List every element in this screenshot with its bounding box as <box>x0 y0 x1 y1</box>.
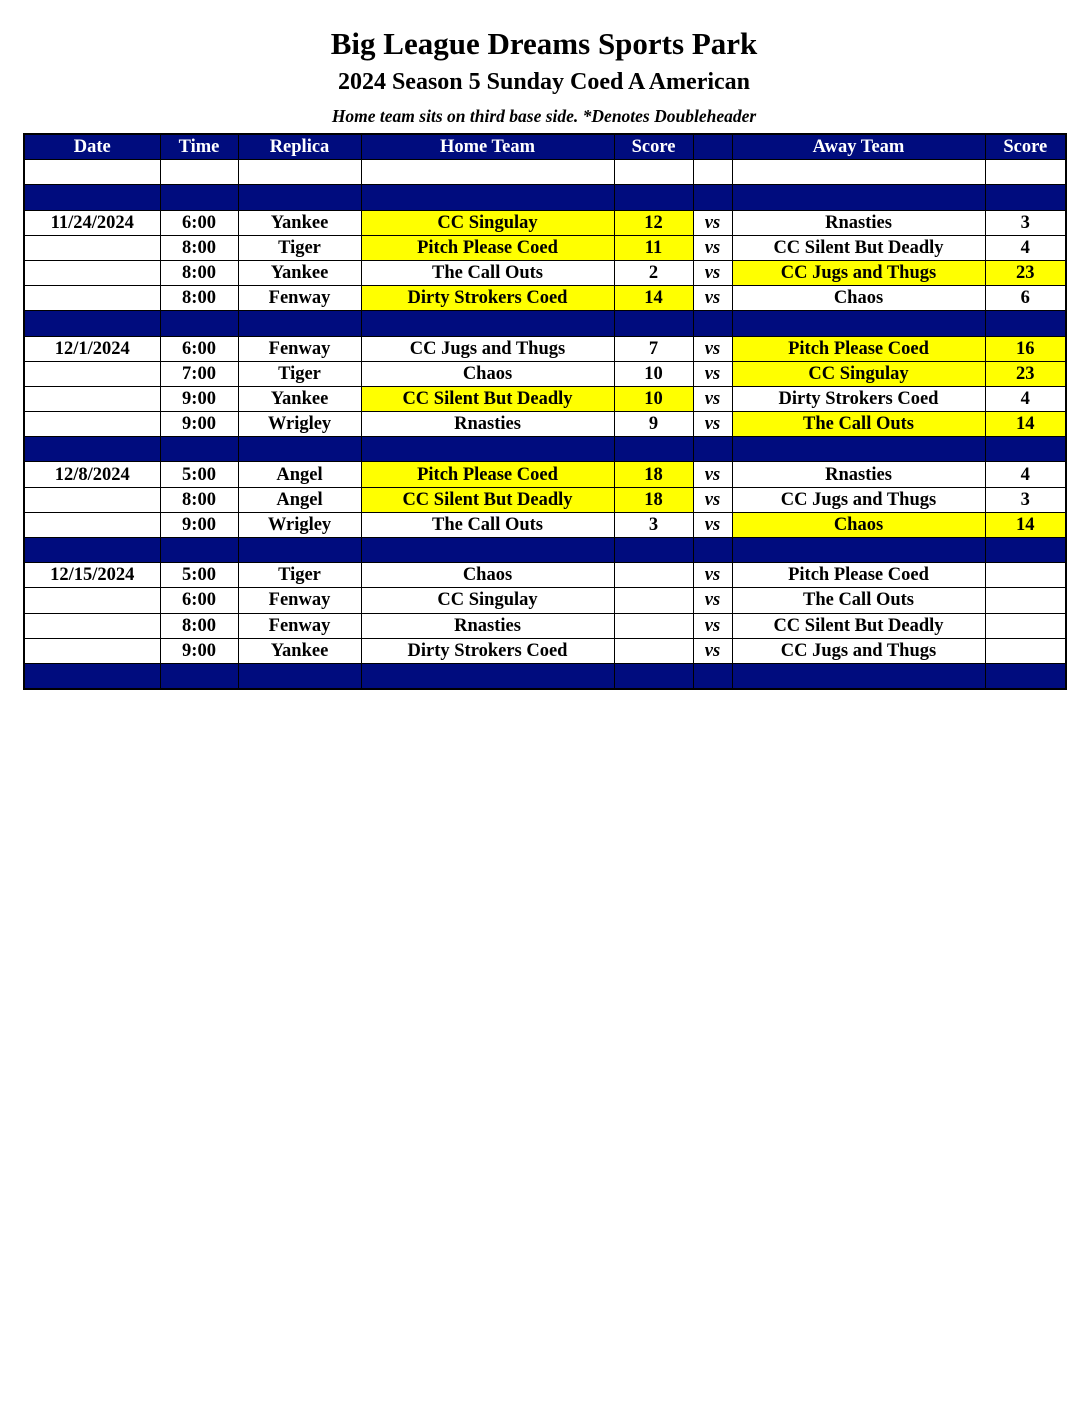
home-team: Dirty Strokers Coed <box>361 286 614 311</box>
home-score: 3 <box>614 512 693 537</box>
away-team: Chaos <box>732 286 985 311</box>
vs-label: vs <box>693 487 732 512</box>
away-score <box>985 613 1066 638</box>
home-team: Pitch Please Coed <box>361 235 614 260</box>
page-subtitle: 2024 Season 5 Sunday Coed A American <box>337 69 751 95</box>
game-replica: Fenway <box>238 588 361 613</box>
home-team: Dirty Strokers Coed <box>361 638 614 663</box>
game-time: 6:00 <box>160 336 238 361</box>
game-row <box>24 412 1066 437</box>
header-row <box>24 134 1066 160</box>
game-replica: Tiger <box>238 563 361 588</box>
away-team: CC Jugs and Thugs <box>732 487 985 512</box>
game-row <box>24 487 1066 512</box>
game-replica: Tiger <box>238 361 361 386</box>
game-date <box>24 412 160 437</box>
game-time: 6:00 <box>160 210 238 235</box>
week-separator-row <box>24 538 1066 563</box>
game-row <box>24 638 1066 663</box>
column-header-away-score: Score <box>985 134 1066 160</box>
game-time: 7:00 <box>160 361 238 386</box>
vs-label: vs <box>693 260 732 285</box>
schedule-table <box>23 133 1067 690</box>
vs-label: vs <box>693 361 732 386</box>
game-replica: Yankee <box>238 638 361 663</box>
game-replica: Yankee <box>238 260 361 285</box>
home-team: Rnasties <box>361 412 614 437</box>
home-score <box>614 638 693 663</box>
vs-label: vs <box>693 336 732 361</box>
home-team: CC Singulay <box>361 210 614 235</box>
vs-label: vs <box>693 462 732 487</box>
page-title: Big League Dreams Sports Park <box>330 26 758 61</box>
home-team: Rnasties <box>361 613 614 638</box>
away-team: CC Singulay <box>732 361 985 386</box>
column-header-home-team: Home Team <box>361 134 614 160</box>
game-time: 9:00 <box>160 512 238 537</box>
home-score: 14 <box>614 286 693 311</box>
away-team: Dirty Strokers Coed <box>732 386 985 411</box>
game-time: 9:00 <box>160 638 238 663</box>
away-score <box>985 638 1066 663</box>
column-header-away-team: Away Team <box>732 134 985 160</box>
away-score: 16 <box>985 336 1066 361</box>
game-date <box>24 613 160 638</box>
away-team: CC Silent But Deadly <box>732 613 985 638</box>
vs-label: vs <box>693 613 732 638</box>
game-replica: Angel <box>238 487 361 512</box>
home-team: Chaos <box>361 361 614 386</box>
game-row <box>24 336 1066 361</box>
home-team: CC Singulay <box>361 588 614 613</box>
week-separator-row <box>24 311 1066 336</box>
game-row <box>24 386 1066 411</box>
game-replica: Tiger <box>238 235 361 260</box>
blank-row <box>24 160 1066 185</box>
game-row <box>24 286 1066 311</box>
vs-label: vs <box>693 210 732 235</box>
vs-label: vs <box>693 638 732 663</box>
column-header-replica: Replica <box>238 134 361 160</box>
away-team: Pitch Please Coed <box>732 563 985 588</box>
away-score: 23 <box>985 361 1066 386</box>
vs-label: vs <box>693 512 732 537</box>
away-score: 4 <box>985 386 1066 411</box>
game-date: 12/15/2024 <box>24 563 160 588</box>
game-replica: Fenway <box>238 336 361 361</box>
game-row <box>24 462 1066 487</box>
away-team: Rnasties <box>732 462 985 487</box>
week-separator-row <box>24 663 1066 689</box>
away-team: Pitch Please Coed <box>732 336 985 361</box>
game-row <box>24 613 1066 638</box>
home-score <box>614 613 693 638</box>
game-row <box>24 235 1066 260</box>
away-team: The Call Outs <box>732 412 985 437</box>
game-date <box>24 361 160 386</box>
game-row <box>24 588 1066 613</box>
game-replica: Angel <box>238 462 361 487</box>
game-row <box>24 563 1066 588</box>
away-score: 3 <box>985 487 1066 512</box>
game-date: 12/8/2024 <box>24 462 160 487</box>
game-time: 8:00 <box>160 487 238 512</box>
home-score: 10 <box>614 361 693 386</box>
column-header-home-score: Score <box>614 134 693 160</box>
game-replica: Fenway <box>238 286 361 311</box>
vs-label: vs <box>693 386 732 411</box>
away-score: 14 <box>985 412 1066 437</box>
away-score: 14 <box>985 512 1066 537</box>
game-replica: Wrigley <box>238 412 361 437</box>
column-header-vs <box>693 134 732 160</box>
home-score: 7 <box>614 336 693 361</box>
home-score <box>614 588 693 613</box>
vs-label: vs <box>693 588 732 613</box>
vs-label: vs <box>693 563 732 588</box>
game-time: 9:00 <box>160 386 238 411</box>
schedule-body <box>24 160 1066 689</box>
vs-label: vs <box>693 235 732 260</box>
home-team: CC Silent But Deadly <box>361 386 614 411</box>
away-team: The Call Outs <box>732 588 985 613</box>
home-score: 12 <box>614 210 693 235</box>
home-team: CC Silent But Deadly <box>361 487 614 512</box>
home-score: 18 <box>614 462 693 487</box>
home-team: The Call Outs <box>361 260 614 285</box>
game-row <box>24 512 1066 537</box>
game-date <box>24 386 160 411</box>
game-time: 5:00 <box>160 563 238 588</box>
game-row <box>24 260 1066 285</box>
game-replica: Fenway <box>238 613 361 638</box>
away-team: CC Jugs and Thugs <box>732 638 985 663</box>
game-time: 6:00 <box>160 588 238 613</box>
home-score <box>614 563 693 588</box>
game-row <box>24 210 1066 235</box>
column-header-date: Date <box>24 134 160 160</box>
game-replica: Yankee <box>238 210 361 235</box>
game-time: 8:00 <box>160 260 238 285</box>
away-score: 4 <box>985 235 1066 260</box>
game-replica: Wrigley <box>238 512 361 537</box>
away-score: 23 <box>985 260 1066 285</box>
home-team: Chaos <box>361 563 614 588</box>
game-date: 11/24/2024 <box>24 210 160 235</box>
away-score: 3 <box>985 210 1066 235</box>
home-team: The Call Outs <box>361 512 614 537</box>
away-score: 6 <box>985 286 1066 311</box>
schedule-note: Home team sits on third base side. *Denotes Doubleheader <box>331 106 757 126</box>
game-replica: Yankee <box>238 386 361 411</box>
game-date: 12/1/2024 <box>24 336 160 361</box>
away-score: 4 <box>985 462 1066 487</box>
away-team: CC Silent But Deadly <box>732 235 985 260</box>
home-score: 11 <box>614 235 693 260</box>
game-time: 8:00 <box>160 286 238 311</box>
vs-label: vs <box>693 412 732 437</box>
game-date <box>24 260 160 285</box>
away-score <box>985 588 1066 613</box>
week-separator-row <box>24 437 1066 462</box>
week-separator-row <box>24 185 1066 210</box>
home-team: Pitch Please Coed <box>361 462 614 487</box>
home-team: CC Jugs and Thugs <box>361 336 614 361</box>
away-team: CC Jugs and Thugs <box>732 260 985 285</box>
home-score: 2 <box>614 260 693 285</box>
home-score: 10 <box>614 386 693 411</box>
home-score: 9 <box>614 412 693 437</box>
vs-label: vs <box>693 286 732 311</box>
game-date <box>24 235 160 260</box>
game-date <box>24 487 160 512</box>
game-date <box>24 588 160 613</box>
game-time: 8:00 <box>160 235 238 260</box>
game-date <box>24 512 160 537</box>
game-date <box>24 286 160 311</box>
home-score: 18 <box>614 487 693 512</box>
game-date <box>24 638 160 663</box>
game-time: 5:00 <box>160 462 238 487</box>
away-team: Chaos <box>732 512 985 537</box>
game-time: 8:00 <box>160 613 238 638</box>
away-team: Rnasties <box>732 210 985 235</box>
away-score <box>985 563 1066 588</box>
game-time: 9:00 <box>160 412 238 437</box>
column-header-time: Time <box>160 134 238 160</box>
game-row <box>24 361 1066 386</box>
